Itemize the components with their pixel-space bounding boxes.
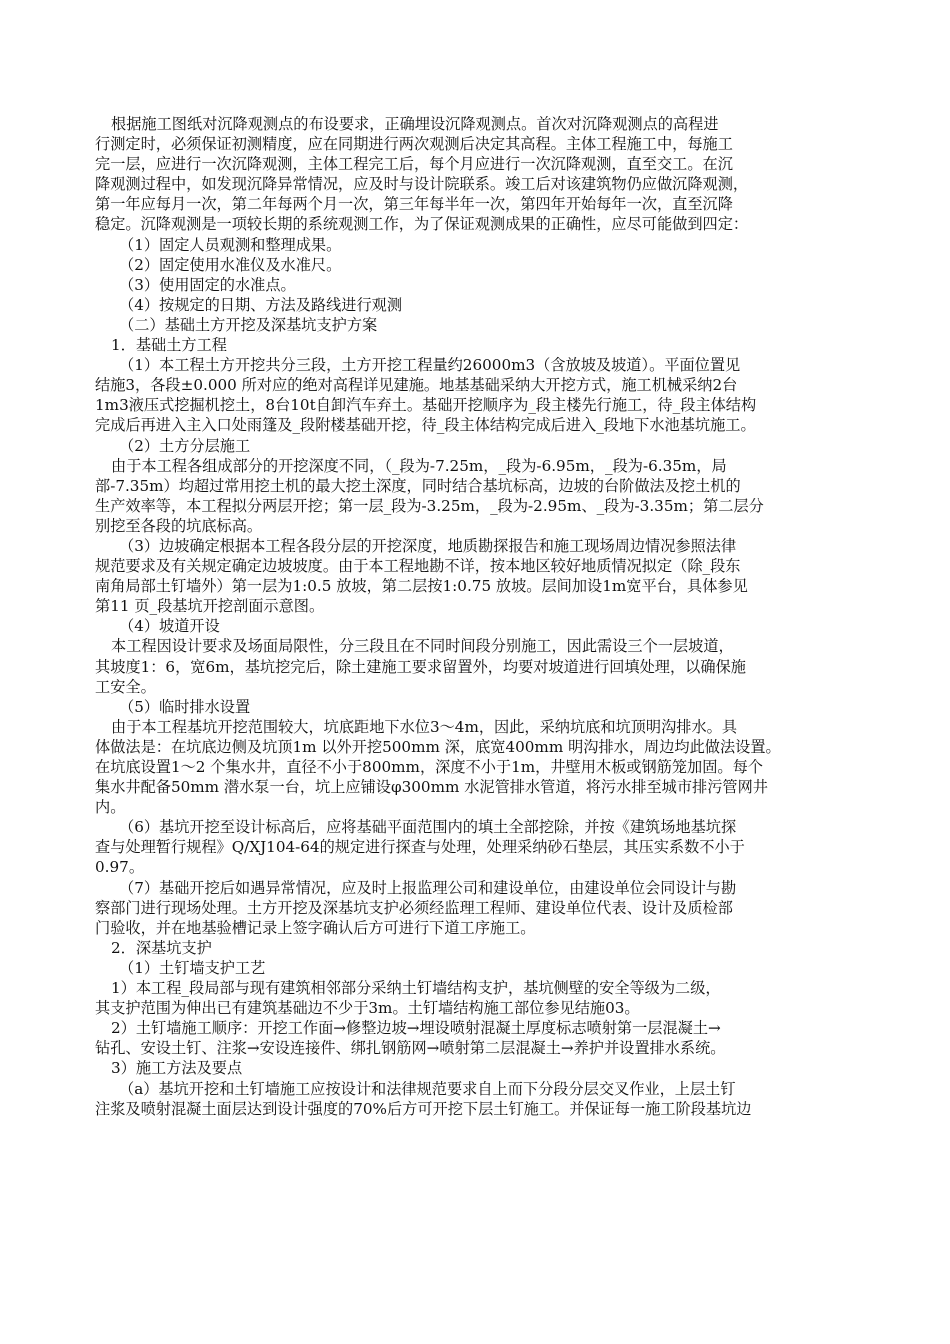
text-line: 体做法是：在坑底边侧及坑顶1m 以外开挖500mm 深，底宽400mm 明沟排水，周边均此做法设置。: [95, 737, 781, 756]
text-line: 内。: [95, 798, 126, 817]
text-line: 1）本工程_段局部与现有建筑相邻部分采纳土钉墙结构支护，基坑侧壁的安全等级为二级，: [111, 979, 721, 998]
text-line: 完成后再进入主入口处雨篷及_段附楼基础开挖，待_段主体结构完成后进入_段地下水池基坑施工。: [95, 416, 756, 435]
text-line: （4）坡道开设: [119, 617, 220, 636]
text-line: 察部门进行现场处理。土方开挖及深基坑支护必须经监理工程师、建设单位代表、设计及质检部: [95, 898, 733, 917]
text-line: （5）临时排水设置: [119, 697, 251, 716]
text-line: （2）土方分层施工: [119, 436, 251, 455]
text-line: 查与处理暂行规程》Q/XJ104-64的规定进行探查与处理，处理采纳砂石垫层，其压实系数不小于: [95, 838, 745, 857]
text-line: （3）使用固定的水准点。: [119, 275, 296, 294]
text-line: （1）固定人员观测和整理成果。: [119, 235, 342, 254]
text-line: 门验收，并在地基验槽记录上签字确认后方可进行下道工序施工。: [95, 918, 536, 937]
text-line: 其坡度1：6，宽6m，基坑挖完后，除土建施工要求留置外，均要对坡道进行回填处理，以确保施: [95, 657, 746, 676]
text-line: （4）按规定的日期、方法及路线进行观测: [119, 295, 403, 314]
text-line: 0.97。: [95, 858, 145, 877]
text-line: 别挖至各段的坑底标高。: [95, 516, 263, 535]
text-line: 1m3液压式挖掘机挖土，8台10t自卸汽车弃土。基础开挖顺序为_段主楼先行施工，待_段主体结构: [95, 396, 757, 415]
text-line: 部-7.35m）均超过常用挖土机的最大挖土深度，同时结合基坑标高，边坡的台阶做法及挖土机的: [95, 476, 741, 495]
document-body: [95, 114, 885, 1119]
text-line: 在坑底设置1～2 个集水井，直径不小于800mm，深度不小于1m，井壁用木板或钢筋笼加固。每个: [95, 758, 763, 776]
text-line: 完一层，应进行一次沉降观测，主体工程完工后，每个月应进行一次沉降观测，直至交工。在沉: [95, 155, 733, 174]
text-line: （a）基坑开挖和土钉墙施工应按设计和法律规范要求自上而下分段分层交叉作业，上层土钉: [119, 1079, 736, 1098]
text-line: 集水井配备50mm 潜水泵一台，坑上应铺设φ300mm 水泥管排水管道，将污水排至城市排污管网井: [95, 778, 768, 797]
text-line: 第11 页_段基坑开挖剖面示意图。: [95, 597, 325, 616]
text-line: （1）土钉墙支护工艺: [119, 958, 266, 977]
text-line: 3）施工方法及要点: [111, 1059, 243, 1078]
text-line: 其支护范围为伸出已有建筑基础边不少于3m。土钉墙结构施工部位参见结施03。: [95, 999, 640, 1018]
text-line: 2）土钉墙施工顺序：开挖工作面→修整边坡→埋设喷射混凝土厚度标志喷射第一层混凝土→: [111, 1019, 721, 1038]
text-line: 生产效率等，本工程拟分两层开挖；第一层_段为-3.25m，_段为-2.95m、_段为-3.35m；第二层分: [95, 496, 764, 515]
text-line: （3）边坡确定根据本工程各段分层的开挖深度，地质勘探报告和施工现场周边情况参照法律: [119, 536, 737, 555]
text-line: （二）基础土方开挖及深基坑支护方案: [119, 315, 378, 334]
text-line: （7）基础开挖后如遇异常情况，应及时上报监理公司和建设单位，由建设单位会同设计与勘: [119, 878, 737, 897]
text-line: 行测定时，必须保证初测精度，应在同期进行两次观测后决定其高程。主体工程施工中，每施工: [95, 135, 733, 154]
text-line: 钻孔、安设土钉、注浆→安设连接件、绑扎钢筋网→喷射第二层混凝土→养护并设置排水系统。: [95, 1039, 726, 1058]
text-line: 注浆及喷射混凝土面层达到设计强度的70%后方可开挖下层土钉施工。并保证每一施工阶段基坑边: [95, 1099, 752, 1118]
text-line: 规范要求及有关规定确定边坡坡度。由于本工程地勘不详，按本地区较好地质情况拟定（除_段东: [95, 557, 741, 576]
text-line: 结施3，各段±0.000 所对应的绝对高程详见建施。地基基础采纳大开挖方式，施工机械采纳2台: [95, 376, 738, 395]
text-line: 根据施工图纸对沉降观测点的布设要求，正确埋设沉降观测点。首次对沉降观测点的高程进: [111, 115, 719, 133]
text-line: （6）基坑开挖至设计标高后，应将基础平面范围内的填土全部挖除，并按《建筑场地基坑探: [119, 818, 737, 837]
text-line: 稳定。沉降观测是一项较长期的系统观测工作，为了保证观测成果的正确性，应尽可能做到四定：: [95, 215, 749, 234]
text-line: 2．深基坑支护: [111, 938, 212, 957]
text-line: 由于本工程基坑开挖范围较大，坑底距地下水位3～4m，因此，采纳坑底和坑顶明沟排水。具: [111, 717, 738, 736]
text-line: 降观测过程中，如发现沉降异常情况，应及时与设计院联系。竣工后对该建筑物仍应做沉降观测，: [95, 175, 749, 194]
text-line: 南角局部土钉墙外）第一层为1:0.5 放坡，第二层按1:0.75 放坡。层间加设1m宽平台，具体参见: [95, 577, 748, 596]
text-line: 1．基础土方工程: [111, 336, 227, 355]
text-line: 第一年应每月一次，第二年每两个月一次，第三年每半年一次，第四年开始每年一次，直至沉降: [95, 195, 733, 214]
text-line: （2）固定使用水准仪及水准尺。: [119, 255, 342, 274]
text-line: 工安全。: [95, 677, 156, 696]
text-line: （1）本工程土方开挖共分三段，土方开挖工程量约26000m3（含放坡及坡道）。平面位置见: [119, 356, 741, 375]
text-line: 本工程因设计要求及场面局限性，分三段且在不同时间段分别施工，因此需设三个一层坡道，: [111, 637, 734, 656]
text-line: 由于本工程各组成部分的开挖深度不同，（_段为-7.25m，_段为-6.95m，_段为-6.35m，局: [111, 456, 727, 475]
